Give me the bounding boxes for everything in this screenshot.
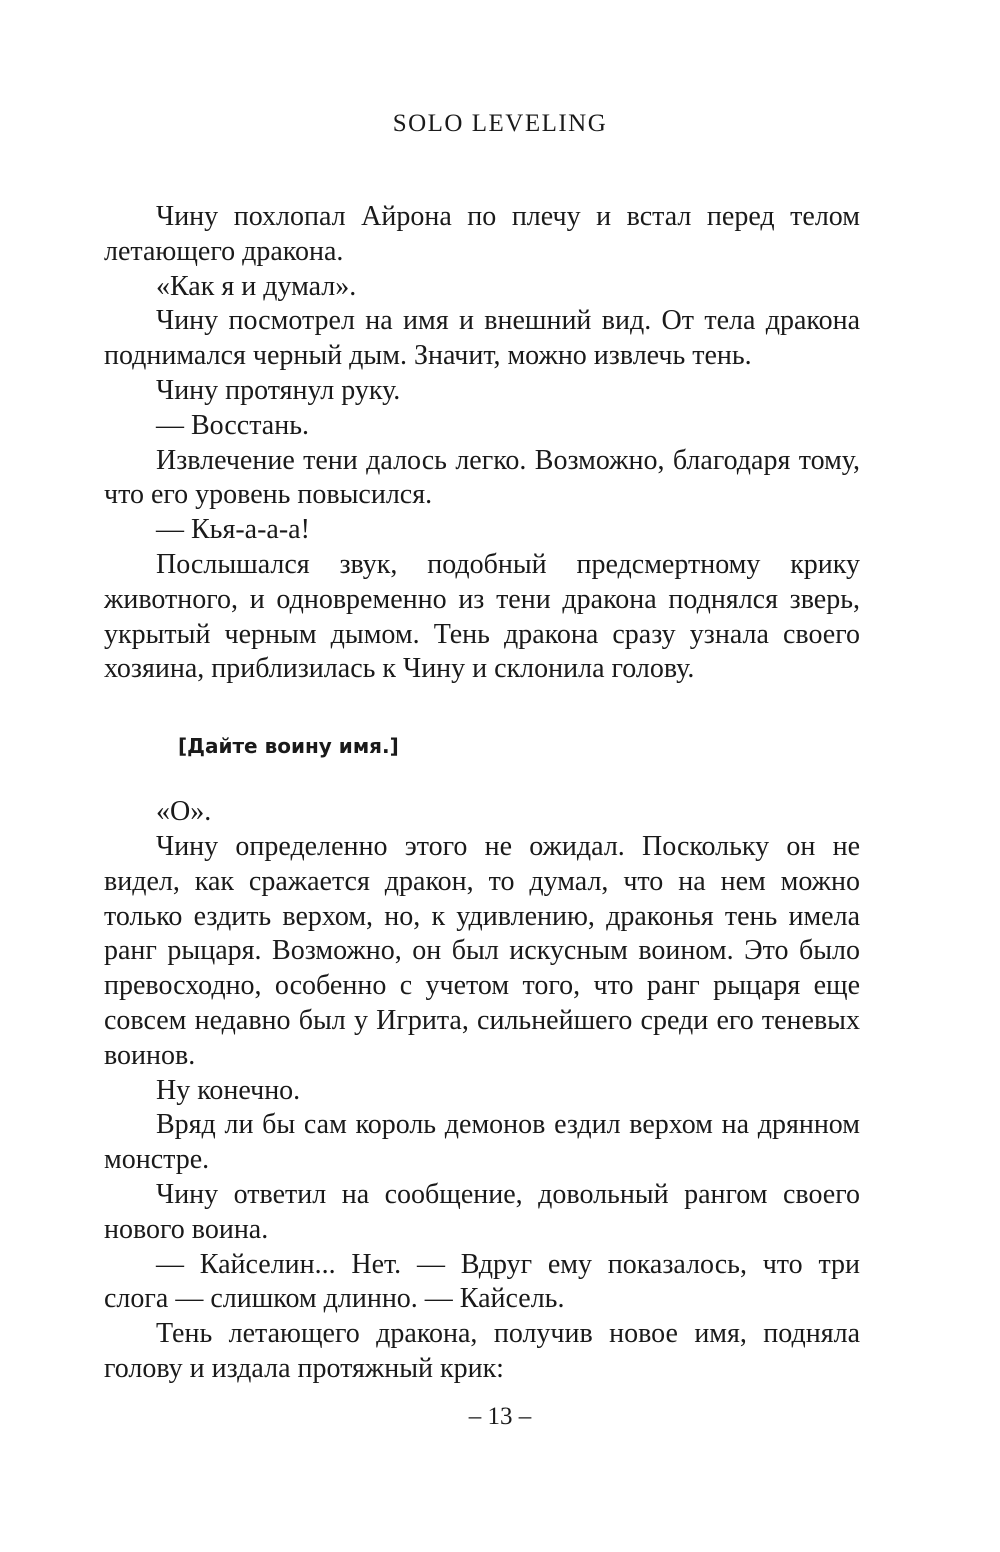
paragraph: Чину посмотрел на имя и внешний вид. От тела дракона поднимался черный дым. Значит, можно извлечь тень. <box>104 305 860 372</box>
page-body <box>104 200 860 1387</box>
paragraph: — Восстань. <box>156 409 309 441</box>
paragraph: Чину ответил на сообщение, довольный рангом своего нового воина. <box>104 1178 860 1245</box>
paragraph: «Как я и думал». <box>156 270 357 302</box>
page-number: – 13 – <box>468 1403 532 1430</box>
paragraph: — Кья-а-а-а! <box>156 514 310 546</box>
paragraph: Ну конечно. <box>156 1074 301 1106</box>
paragraph: Послышался звук, подобный предсмертному крику животного, и одновременно из тени дракона поднялся зверь, укрытый черным дымом. Тень дракона сразу узнала своего хозяина, приблизилась к Чину и склонила голову. <box>104 548 860 685</box>
paragraph: — Кайселин... Нет. — Вдруг ему показалось, что три слога — слишком длинно. — Кайсель. <box>104 1248 860 1315</box>
paragraph: Чину похлопал Айрона по плечу и встал перед телом летающего дракона. <box>104 201 860 267</box>
running-head: SOLO LEVELING <box>392 110 608 137</box>
paragraph: Вряд ли бы сам король демонов ездил верхом на дрянном монстре. <box>104 1109 860 1176</box>
paragraph: Тень летающего дракона, получив новое имя, подняла голову и издала протяжный крик: <box>104 1318 860 1384</box>
paragraph: Извлечение тени далось легко. Возможно, благодаря тому, что его уровень повысился. <box>104 444 860 511</box>
system-message: [Дайте воину имя.] <box>178 734 399 759</box>
paragraph: Чину определенно этого не ожидал. Поскольку он не видел, как сражается дракон, то думал, что на нем можно только ездить верхом, но, к удивлению, драконья тень имела ранг рыцаря. Возможно, он был искусным воином. Это было превосходно, особенно с учетом того, что ранг рыцаря еще совсем недавно был у Игрита, сильнейшего среди его теневых воинов. <box>104 830 860 1071</box>
paragraph: Чину протянул руку. <box>156 374 401 406</box>
paragraph: «О». <box>156 796 212 828</box>
